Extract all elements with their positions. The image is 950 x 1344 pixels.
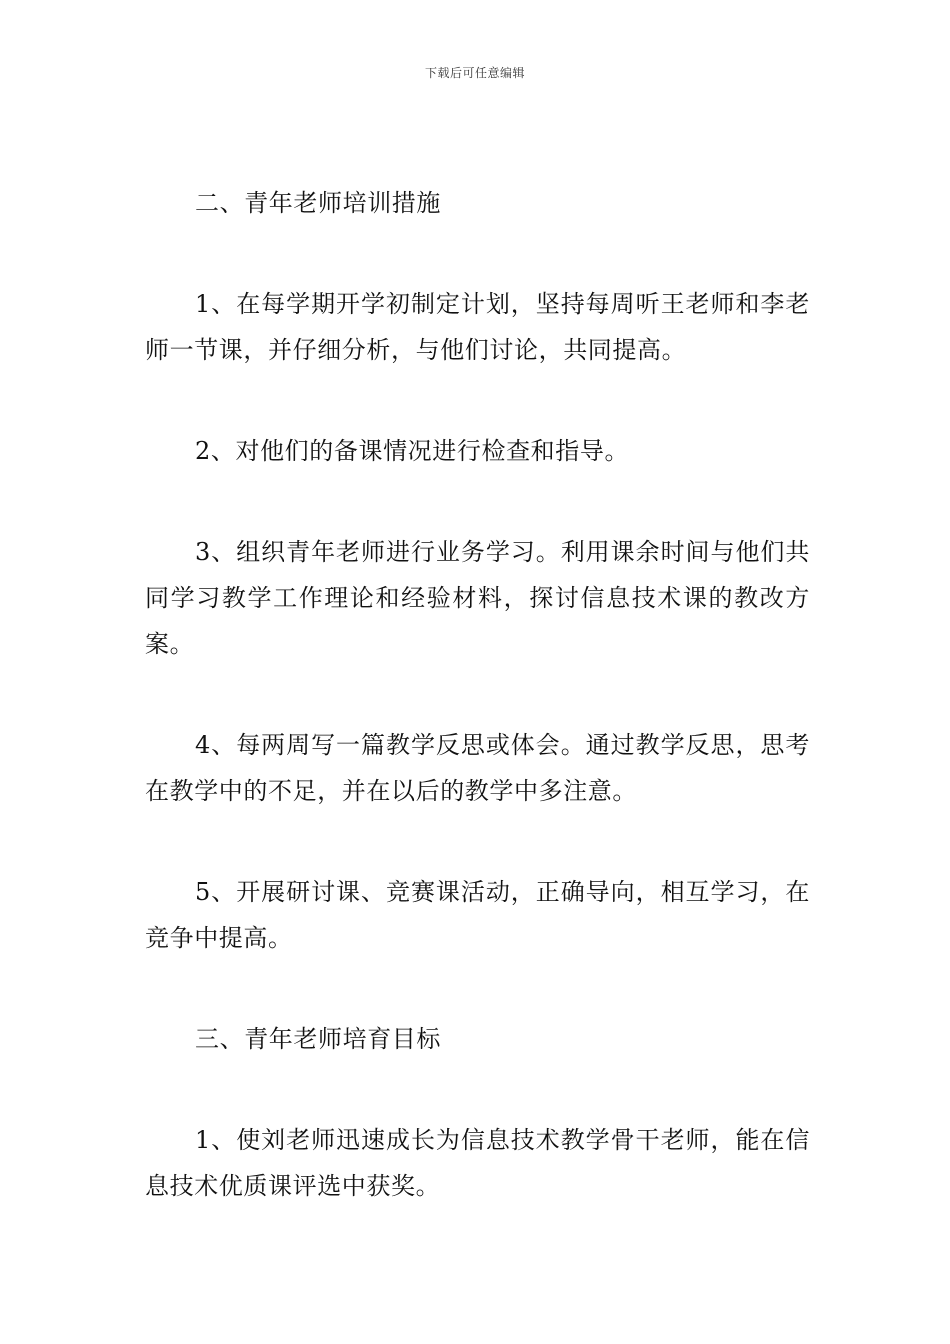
document-body — [145, 180, 810, 1209]
paragraph-item-1: 1、在每学期开学初制定计划，坚持每周听王老师和李老师一节课，并仔细分析，与他们讨论，共同提高。 — [145, 290, 810, 364]
paragraph-item-5: 5、开展研讨课、竞赛课活动，正确导向，相互学习，在竞争中提高。 — [145, 878, 810, 952]
section-heading-training-measures: 二、青年老师培训措施 — [195, 189, 441, 217]
paragraph-item-2: 2、对他们的备课情况进行检查和指导。 — [195, 437, 630, 465]
page-header: 下载后可任意编辑 — [424, 66, 525, 80]
paragraph-item-4: 4、每两周写一篇教学反思或体会。通过教学反思，思考在教学中的不足，并在以后的教学中多注意。 — [145, 731, 810, 805]
paragraph-item-3: 3、组织青年老师进行业务学习。利用课余时间与他们共同学习教学工作理论和经验材料，探讨信息技术课的教改方案。 — [145, 538, 810, 658]
section-heading-training-goals: 三、青年老师培育目标 — [195, 1025, 441, 1053]
paragraph-goal-1: 1、使刘老师迅速成长为信息技术教学骨干老师，能在信息技术优质课评选中获奖。 — [145, 1126, 810, 1200]
